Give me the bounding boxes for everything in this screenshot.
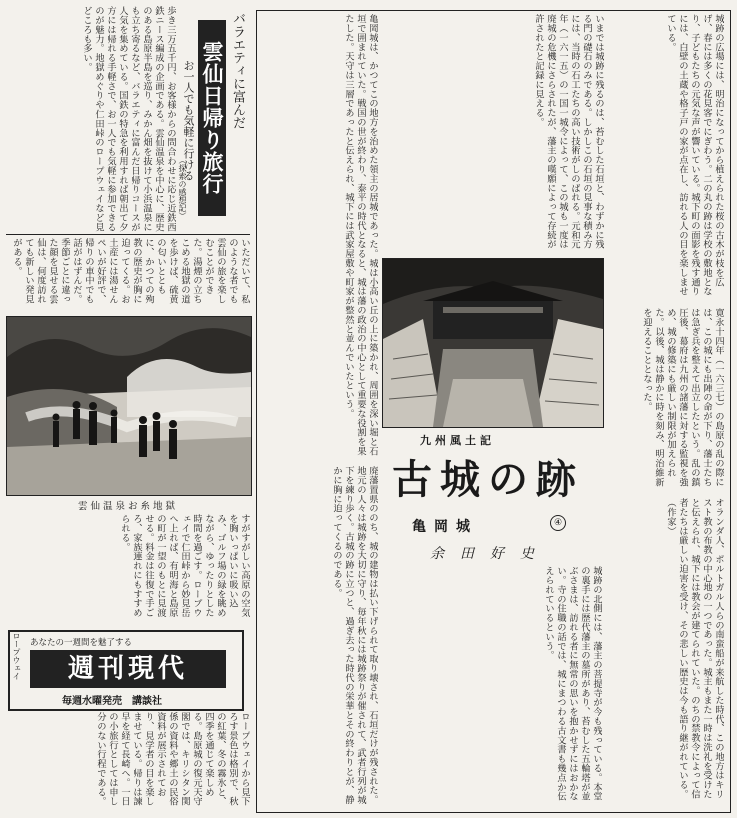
castle-photo-image (383, 259, 603, 427)
article-headline: 古城の跡 (392, 457, 584, 503)
onsen-photo-image (7, 317, 251, 495)
article-col-1: 亀岡城は、かつてこの地方を治めた領主の居城であった。城は小高い丘の上に築かれ、周囲を深い堀と石垣で囲まれていた。戦国の世が終わり、泰平の時代となると、城は藩の政治の中心として重要な役割を果たした。天守は三層であったと伝えられ、城下には武家屋敷や町家が整然と並んでいたという。 (343, 14, 378, 456)
article-col-6: 城跡の北側には、藩主の菩提寺が今も残っている。本堂の裏手には歴代藩主の墓所があり、苔むした五輪塔が並ぶさまは、訪れる者に無常の思いを抱かせずにはおかない。寺の住職の話では、城にまつわる古文書も幾点か伝えられているという。 (543, 566, 602, 801)
ad-shukan-gendai[interactable] (8, 630, 244, 711)
ad-title: 週刊現代 (30, 650, 226, 688)
tour-credit: （探索の感想記） (178, 156, 187, 220)
article-col-2: いまでは城跡に残るのは、苔むした石垣と、わずかに残る門の礎石のみである。しかしこの石垣の見事な積み方には、当時の石工たちの高い技術がしのばれる。元和元年（一六一五）の一国一城令によって、この城も一度は廃城の危機にさらされたが、藩主の嘆願によって存続が許されたと記録に見える。 (533, 14, 604, 249)
ad-publisher: 毎週水曜発売 講談社 (62, 696, 162, 707)
article-col-7: オランダ人、ポルトガル人らの南蛮船が来航した時代、この地方はキリスト教の布教の中心地の一つであった。城主もまた一時は洗礼を受けたと伝えられ、城下には教会が建てられていた。のちの禁教令によって信者たちは厳しい迫害を受け、その悲しい歴史は今も語り継がれている。（作家） (665, 498, 724, 799)
author-byline: 余田好史 (430, 546, 550, 562)
tour-body-middle: いただいて、私のような者でも雲仙の旅を楽しむことができた。湯煙の立ちこめる地獄の道を歩けば、硫黄の匂いとともに、かつての殉教の歴史が胸に迫ってくる。お土産には湯せんぺいが好評で、帰りの車中でも話がはずんだ。季節ごとに違った顔を見せる雲仙は、何度訪れても新しい発見がある。 (11, 238, 250, 304)
ad-side-text: ロープウェイ (10, 632, 22, 709)
ad-tagline: あなたの一週間を魅了する (30, 638, 133, 648)
article-col-4: 寛永十四年（一六三七）の島原の乱の際には、この城にも出陣の命が下り、藩士たちは急ぎ兵を整えて出立したという。乱の鎮圧後、幕府は九州の諸藩に対する監視を強め、城の修築にも厳しい制限が加えられた。以後、城は静かに時を刻み、明治維新を迎えることとなった。 (641, 308, 724, 487)
photo-caption: 雲仙温泉お糸地獄 (77, 501, 178, 512)
tour-subtitle: お一人でも気軽に行ける (182, 60, 195, 181)
tour-kicker: バラエティに富んだ (230, 12, 245, 129)
series-title: 九州風土記 (420, 434, 495, 447)
castle-name: 亀岡城 (412, 519, 478, 535)
divider (6, 234, 250, 235)
tour-body-top: 歩き三万五千円、お客様からの問合わせに応じ近鉄西鉄ニース編成の企画である。雲仙温泉を中心に、歴史のある島原半島を巡り、みかん畑を抜けて小浜温泉にも立ち寄るなど、バラエティに富んだ日帰りコースが人気を集めている。国鉄の特急を利用すれば朝出て夕方には帰れる手軽さで、お一人でも気軽に参加できるのが魅力。地獄めぐりや仁田峠のロープウェイなど見どころも多い。 (81, 6, 176, 232)
article-col-5: 廃藩置県ののち、城の建物は払い下げられて取り壊され、石垣だけが残された。地元の人々は城跡を大切に守り、毎年秋には城跡祭りが催されて、武者行列が城下を練り歩く。古城の跡に立つと、過ぎ去った時代の栄華とその終わりとが、静かに胸に迫ってくるのである。 (331, 466, 378, 805)
tour-body-bottom: ロープウェイから見下ろす景色は格別で、秋の紅葉、冬の霧氷と、四季を通じて楽しめる。島原城の復元天守閣では、キリシタン関係の資料や郷土の民俗資料が展示されており、見学者の目を楽しませている。帰りは諫早を経て長崎へ。一日の小旅行としては申し分のない行程である。 (95, 712, 250, 806)
tour-body-lower: すがすがしい高原の空気を胸いっぱいに吸い込み、ゴルフ場の緑を眺めながら、ゆったりとした時間を過ごす。ロープウェイで仁田峠から妙見岳へ上れば、有明海と島原の町が一望のもとに見渡せる。料金は往復で手ごろ、家族連れにもすすめられる。 (119, 514, 250, 618)
article-col-3: 城跡の広場には、明治になってから植えられた桜の古木が枝を広げ、春には多くの花見客でにぎわう。二の丸の跡は学校の敷地となり、子どもたちの元気な声が響いている。城下町の面影を残す通りには、白壁の土蔵や格子戸の家が点在し、訪れる人の目を楽しませている。 (665, 14, 724, 296)
photo-castle-ruins (382, 258, 604, 428)
installment-number: ④ (550, 515, 566, 531)
photo-onsen-jigoku (6, 316, 252, 496)
tour-header (178, 6, 258, 231)
tour-title: 雲仙日帰り旅行 (198, 20, 226, 216)
